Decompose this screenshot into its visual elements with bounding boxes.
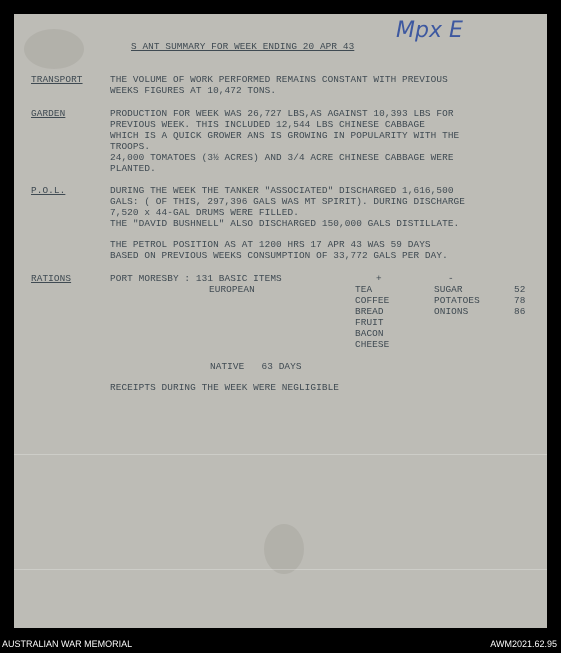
transport-line: THE VOLUME OF WORK PERFORMED REMAINS CONSTANT WITH PREVIOUS	[110, 74, 448, 85]
pol-line: DURING THE WEEK THE TANKER "ASSOCIATED" DISCHARGED 1,616,500	[110, 185, 454, 196]
stain	[24, 29, 84, 69]
ration-plus-item: FRUIT	[355, 317, 384, 328]
garden-line: PRODUCTION FOR WEEK WAS 26,727 LBS,AS AGAINST 10,393 LBS FOR	[110, 108, 454, 119]
stain	[264, 524, 304, 574]
ration-minus-item: SUGAR	[434, 284, 463, 295]
ration-minus-item: ONIONS	[434, 306, 469, 317]
transport-line: WEEKS FIGURES AT 10,472 TONS.	[110, 85, 277, 96]
garden-line: 24,000 TOMATOES (3½ ACRES) AND 3/4 ACRE CHINESE CABBAGE WERE	[110, 152, 454, 163]
petrol-line: BASED ON PREVIOUS WEEKS CONSUMPTION OF 33,772 GALS PER DAY.	[110, 250, 448, 261]
garden-line: PREVIOUS WEEK. THIS INCLUDED 12,544 LBS CHINESE CABBAGE	[110, 119, 425, 130]
ration-plus-item: TEA	[355, 284, 373, 295]
ration-plus-item: COFFEE	[355, 295, 390, 306]
garden-label: GARDEN	[31, 108, 66, 119]
pol-line: 7,520 x 44-GAL DRUMS WERE FILLED.	[110, 207, 299, 218]
native-line: NATIVE 63 DAYS	[210, 361, 302, 372]
ration-plus-item: CHEESE	[355, 339, 390, 350]
rations-line: EUROPEAN	[209, 284, 255, 295]
ration-plus-item: BACON	[355, 328, 384, 339]
handwritten-annotation: Mpx E	[396, 18, 463, 43]
ration-minus-value: 86	[514, 306, 526, 317]
rations-line: PORT MORESBY : 131 BASIC ITEMS	[110, 273, 282, 284]
footer-credit: AUSTRALIAN WAR MEMORIAL	[2, 639, 133, 649]
receipts-line: RECEIPTS DURING THE WEEK WERE NEGLIGIBLE	[110, 382, 340, 393]
document-title: S ANT SUMMARY FOR WEEK ENDING 20 APR 43	[131, 41, 355, 52]
ration-minus-value: 78	[514, 295, 526, 306]
transport-label: TRANSPORT	[31, 74, 83, 85]
footer-accession: AWM2021.62.95	[490, 639, 557, 649]
rations-label: RATIONS	[31, 273, 72, 284]
fold-line	[14, 569, 547, 570]
pol-line: GALS: ( OF THIS, 297,396 GALS WAS MT SPIRIT). DURING DISCHARGE	[110, 196, 466, 207]
ration-plus-item: BREAD	[355, 306, 384, 317]
pol-line: THE "DAVID BUSHNELL" ALSO DISCHARGED 150,000 GALS DISTILLATE.	[110, 218, 460, 229]
ration-minus-value: 52	[514, 284, 526, 295]
ration-minus-item: POTATOES	[434, 295, 480, 306]
petrol-line: THE PETROL POSITION AS AT 1200 HRS 17 APR 43 WAS 59 DAYS	[110, 239, 431, 250]
plus-marker: +	[376, 273, 382, 284]
garden-line: PLANTED.	[110, 163, 156, 174]
fold-line	[14, 454, 547, 455]
garden-line: TROOPS.	[110, 141, 151, 152]
garden-line: WHICH IS A QUICK GROWER ANS IS GROWING IN POPULARITY WITH THE	[110, 130, 460, 141]
document-page	[14, 14, 547, 628]
pol-label: P.O.L.	[31, 185, 66, 196]
minus-marker: -	[448, 273, 454, 284]
